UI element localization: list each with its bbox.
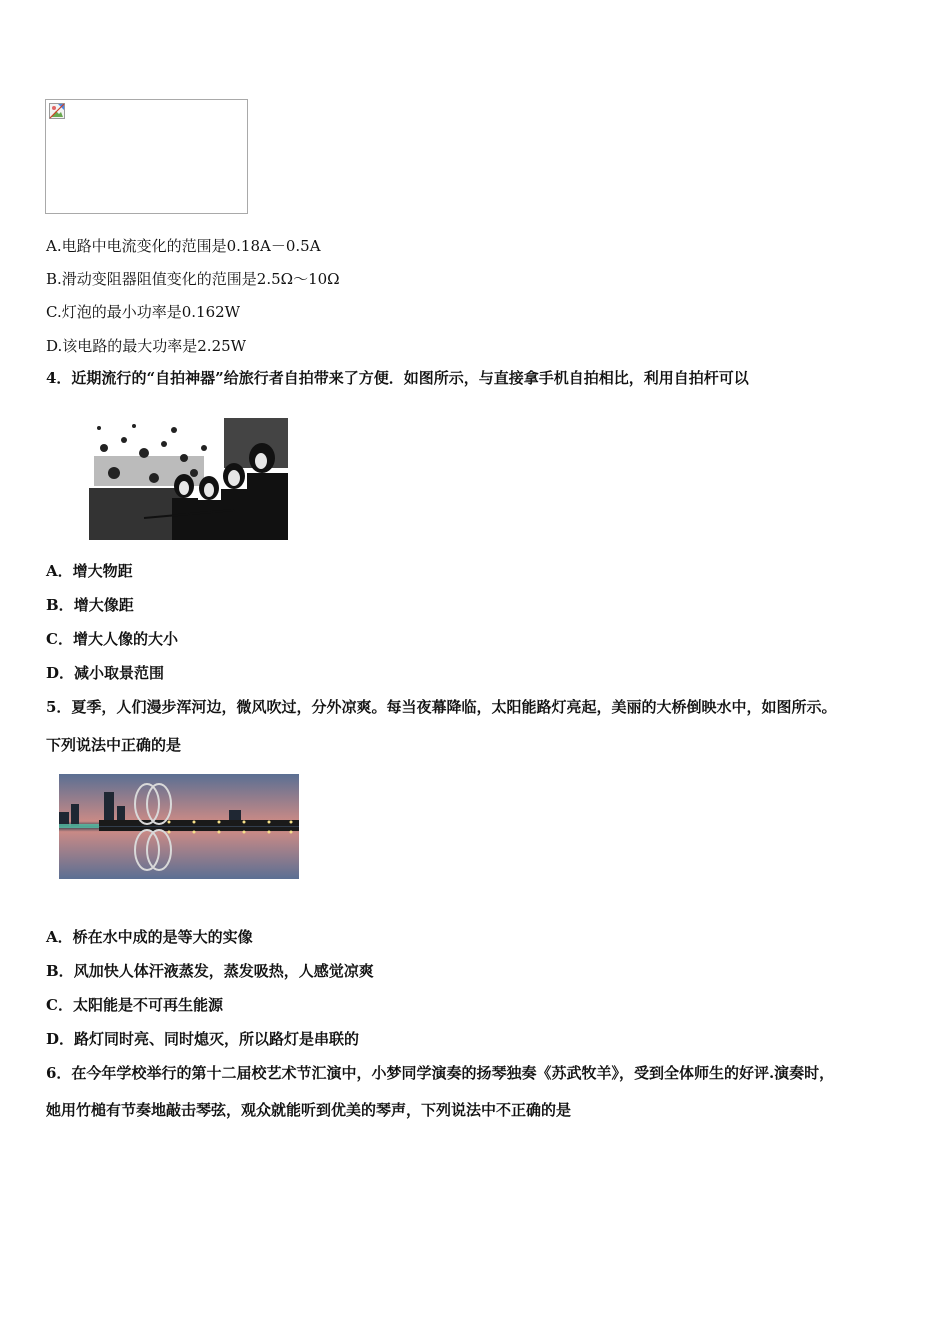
q5-stem-line1: 5．夏季，人们漫步浑河边，微风吹过，分外凉爽。每当夜幕降临，太阳能路灯亮起，美丽的大桥倒映水中，如图所示。 — [46, 698, 837, 716]
selfie-stick-photo — [84, 418, 288, 540]
broken-image-icon — [49, 103, 65, 119]
q5-option-c: C．太阳能是不可再生能源 — [46, 996, 223, 1014]
q5-option-b: B．风加快人体汗液蒸发，蒸发吸热，人感觉凉爽 — [46, 962, 374, 980]
q4-option-a: A．增大物距 — [46, 562, 133, 580]
q6-stem-line1: 6．在今年学校举行的第十二届校艺术节汇演中，小梦同学演奏的扬琴独奏《苏武牧羊》，受到全体师生的好评.演奏时， — [46, 1064, 835, 1082]
q3-option-c: C.灯泡的最小功率是0.162W — [46, 303, 241, 321]
q4-option-c: C．增大人像的大小 — [46, 630, 178, 648]
q3-option-a: A.电路中电流变化的范围是0.18A－0.5A — [46, 237, 321, 255]
q3-option-d: D.该电路的最大功率是2.25W — [46, 337, 247, 355]
q4-option-d: D．减小取景范围 — [46, 664, 165, 682]
q6-stem-line2: 她用竹槌有节奏地敲击琴弦，观众就能听到优美的琴声，下列说法中不正确的是 — [46, 1101, 572, 1119]
q5-stem-line2: 下列说法中正确的是 — [46, 736, 182, 754]
bridge-reflection-photo — [59, 774, 299, 879]
q3-option-b: B.滑动变阻器阻值变化的范围是2.5Ω～10Ω — [46, 270, 340, 288]
q5-option-a: A．桥在水中成的是等大的实像 — [46, 928, 253, 946]
q5-option-d: D．路灯同时亮、同时熄灭，所以路灯是串联的 — [46, 1030, 360, 1048]
q4-option-b: B．增大像距 — [46, 596, 134, 614]
q4-stem: 4．近期流行的“自拍神器”给旅行者自拍带来了方便．如图所示，与直接拿手机自拍相比，利用自拍杆可以 — [46, 369, 749, 387]
circuit-figure-placeholder — [45, 99, 248, 214]
